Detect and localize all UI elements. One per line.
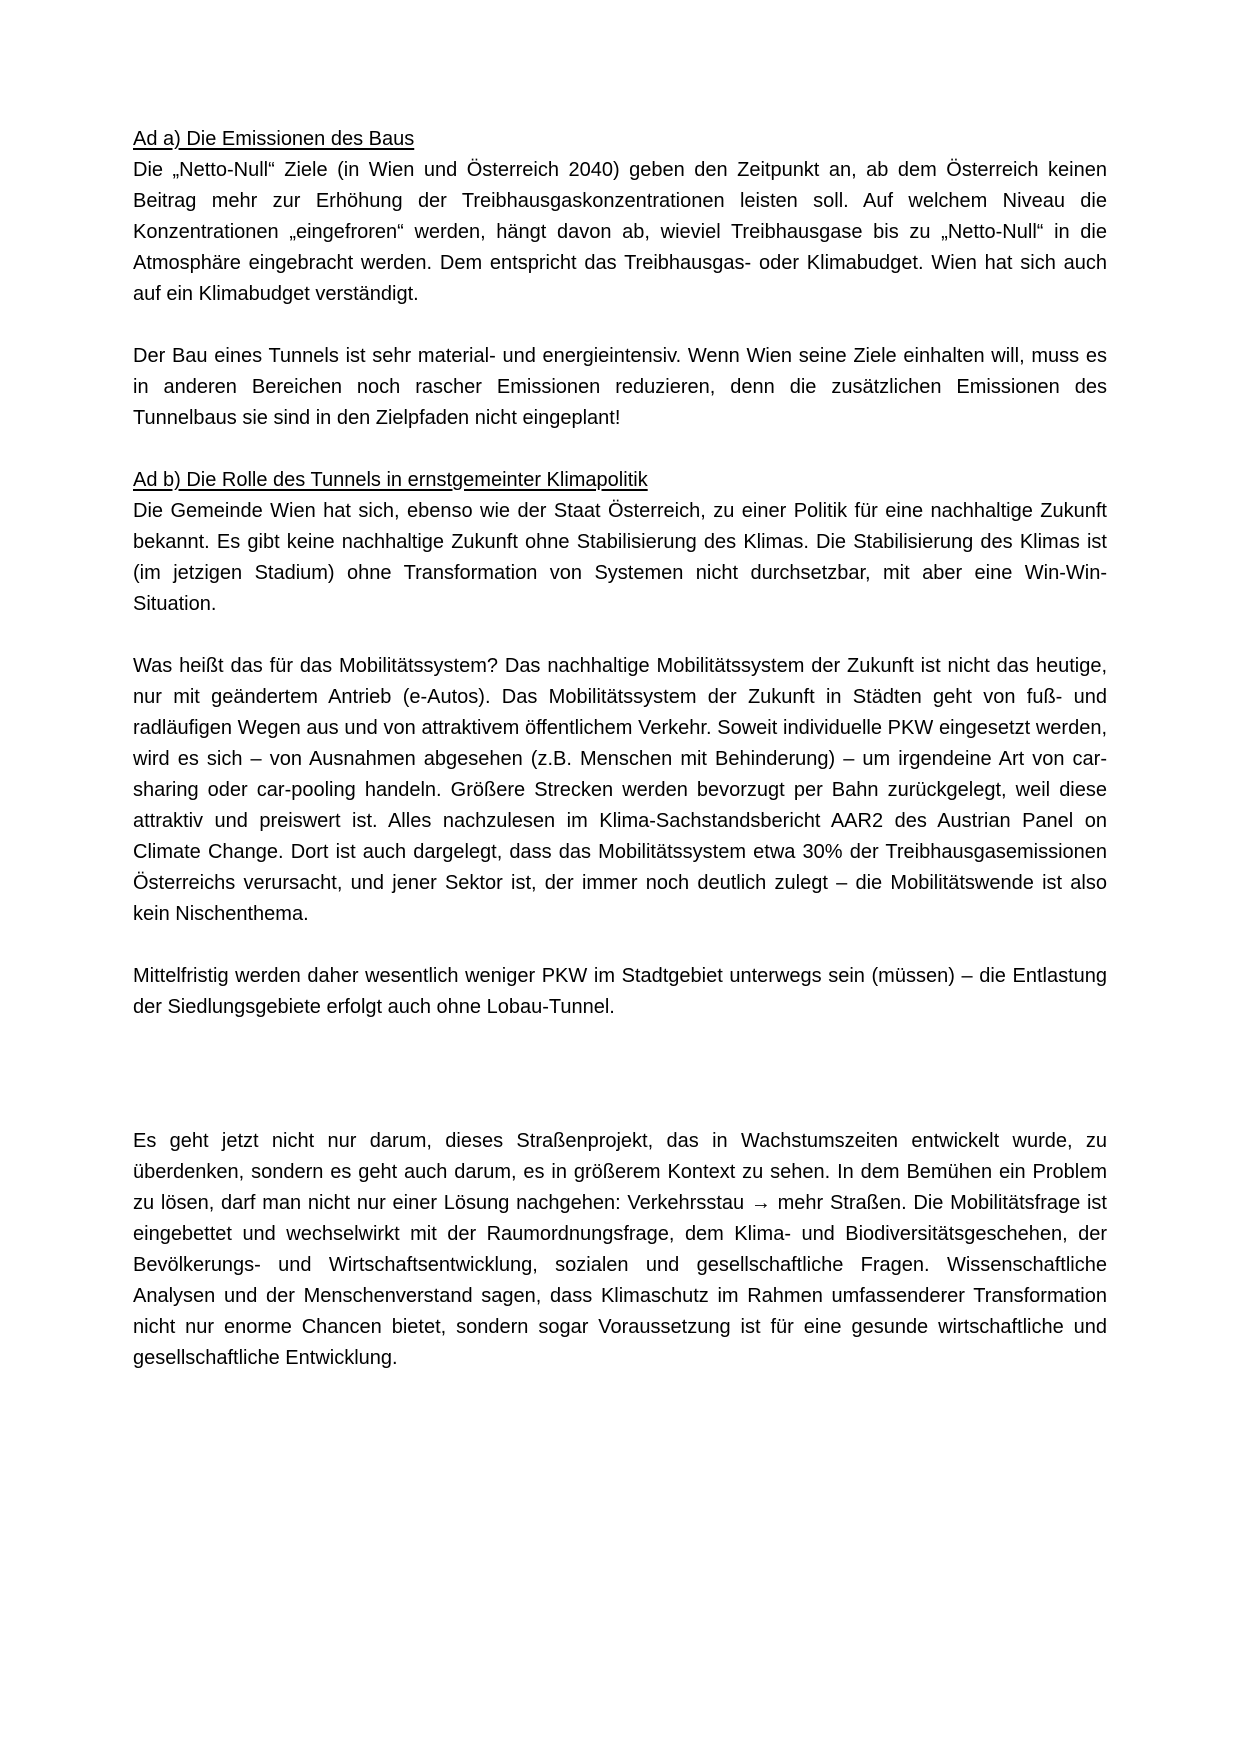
section-b-heading: Ad b) Die Rolle des Tunnels in ernstgemeinter Klimapolitik [133,469,648,491]
section-a-heading: Ad a) Die Emissionen des Baus [133,128,415,150]
paragraph-gemeinde-wien: Die Gemeinde Wien hat sich, ebenso wie der Staat Österreich, zu einer Politik für eine nachhaltige Zukunft bekannt. Es gibt keine nachhaltige Zukunft ohne Stabilisierung des Klimas. Die Stabilisierung des Klimas ist (im jetzigen Stadium) ohne Transformation von Systemen nicht durchsetzbar, mit aber eine Win-Win-Situation. [133,500,1107,615]
paragraph-mittelfristig-pkw: Mittelfristig werden daher wesentlich weniger PKW im Stadtgebiet unterwegs sein (müssen) – die Entlastung der Siedlungsgebiete erfolgt auch ohne Lobau-Tunnel. [133,965,1107,1018]
paragraph-tunnelbau-emissionen: Der Bau eines Tunnels ist sehr material- und energieintensiv. Wenn Wien seine Ziele einhalten will, muss es in anderen Bereichen noch rascher Emissionen reduzieren, denn die zusätzlichen Emissionen des Tunnelbaus sie sind in den Zielpfaden nicht eingeplant! [133,345,1107,429]
paragraph-netto-null-ziele: Die „Netto-Null“ Ziele (in Wien und Österreich 2040) geben den Zeitpunkt an, ab dem Österreich keinen Beitrag mehr zur Erhöhung der Treibhausgaskonzentrationen leisten soll. Auf welchem Niveau die Konzentrationen „eingefroren“ werden, hängt davon ab, wieviel Treibhausgase bis zu „Netto-Null“ in die Atmosphäre eingebracht werden. Dem entspricht das Treibhausgas- oder Klimabudget. Wien hat sich auch auf ein Klimabudget verständigt. [133,159,1107,305]
paragraph-groesserer-kontext: Es geht jetzt nicht nur darum, dieses Straßenprojekt, das in Wachstumszeiten entwickelt wurde, zu überdenken, sondern es geht auch darum, es in größerem Kontext zu sehen. In dem Bemühen ein Problem zu lösen, darf man nicht nur einer Lösung nachgehen: Verkehrsstau → mehr Straßen. Die Mobilitätsfrage ist eingebettet und wechselwirkt mit der Raumordnungsfrage, dem Klima- und Biodiversitätsgeschehen, der Bevölkerungs- und Wirtschaftsentwicklung, sozialen und gesellschaftliche Fragen. Wissenschaftliche Analysen und der Menschenverstand sagen, dass Klimaschutz im Rahmen umfassenderer Transformation nicht nur enorme Chancen bietet, sondern sogar Voraussetzung ist für eine gesunde wirtschaftliche und gesellschaftliche Entwicklung. [133,1130,1107,1369]
paragraph-mobilitaetssystem: Was heißt das für das Mobilitätssystem? Das nachhaltige Mobilitätssystem der Zukunft ist nicht das heutige, nur mit geändertem Antrieb (e-Autos). Das Mobilitätssystem der Zukunft in Städten geht von fuß- und radläufigen Wegen aus und von attraktivem öffentlichem Verkehr. Soweit individuelle PKW eingesetzt werden, wird es sich – von Ausnahmen abgesehen (z.B. Menschen mit Behinderung) – um irgendeine Art von car-sharing oder car-pooling handeln. Größere Strecken werden bevorzugt per Bahn zurückgelegt, weil diese attraktiv und preiswert ist. Alles nachzulesen im Klima-Sachstandsbericht AAR2 des Austrian Panel on Climate Change. Dort ist auch dargelegt, dass das Mobilitätssystem etwa 30% der Treibhausgasemissionen Österreichs verursacht, und jener Sektor ist, der immer noch deutlich zulegt – die Mobilitätswende ist also kein Nischenthema. [133,655,1107,925]
